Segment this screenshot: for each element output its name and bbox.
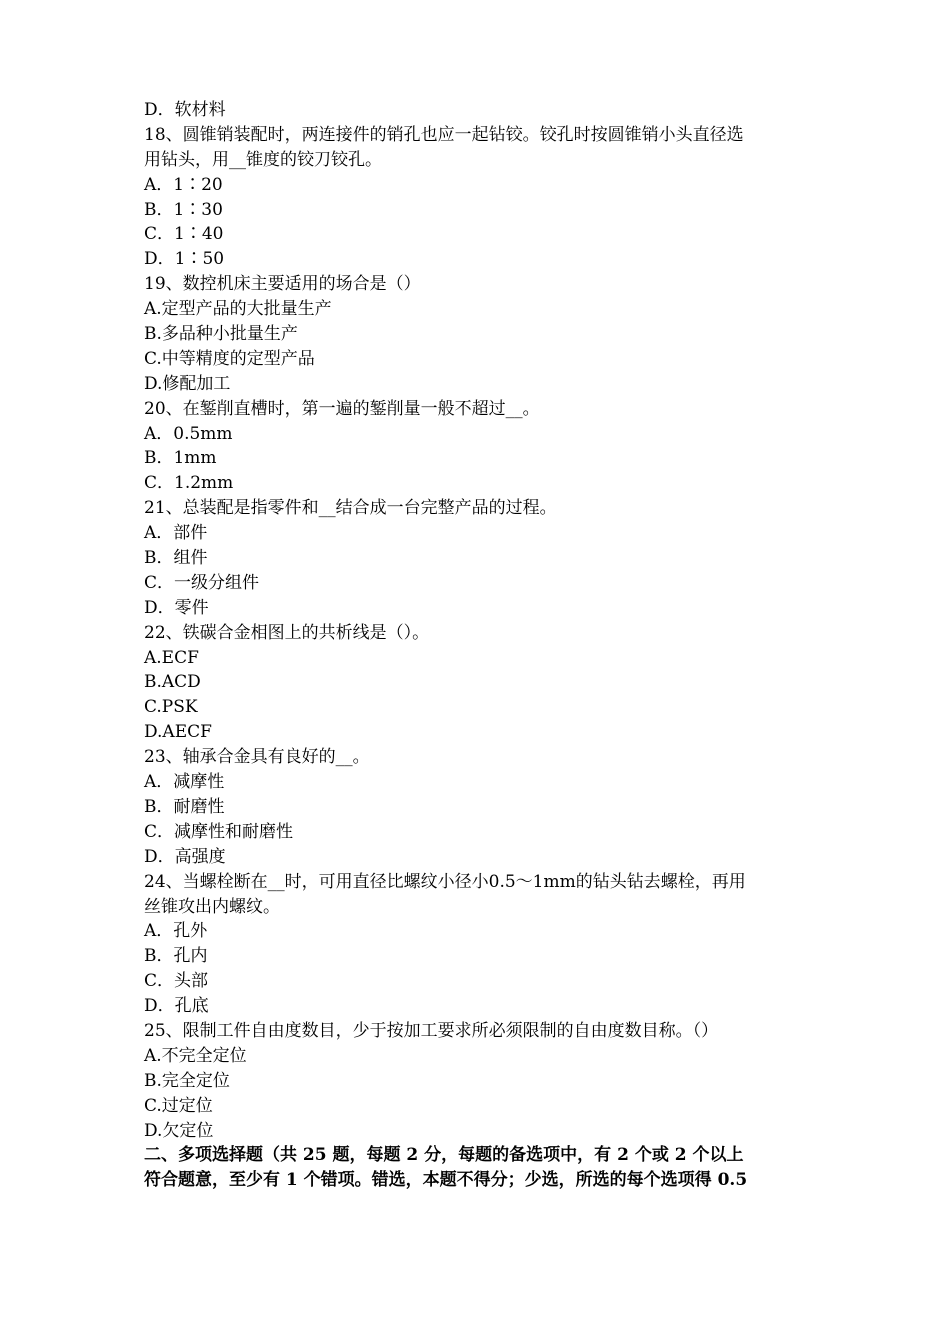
text-line: C．一级分组件 — [144, 572, 260, 593]
text-line: B.完全定位 — [144, 1070, 230, 1091]
text-line: D．零件 — [144, 597, 209, 618]
section-heading-line: 二、多项选择题（共 25 题，每题 2 分，每题的备选项中，有 2 个或 2 个以上 — [144, 1145, 744, 1166]
text-line: 24、当螺栓断在__时，可用直径比螺纹小径小0.5～1mm的钻头钻去螺栓，再用 — [144, 871, 746, 892]
text-line: 20、在錾削直槽时，第一遍的錾削量一般不超过__。 — [144, 398, 540, 419]
text-line: D.修配加工 — [144, 373, 231, 394]
text-line: A．1∶20 — [144, 174, 223, 195]
text-line: B．1∶30 — [144, 199, 223, 220]
text-line: A．0.5mm — [144, 423, 233, 444]
text-line: 19、数控机床主要适用的场合是（） — [144, 274, 421, 295]
text-line: B．耐磨性 — [144, 796, 225, 817]
text-line: C.过定位 — [144, 1095, 213, 1116]
section-heading-line: 符合题意，至少有 1 个错项。错选，本题不得分；少选，所选的每个选项得 0.5 — [144, 1170, 748, 1191]
text-line: 用钻头，用__锥度的铰刀铰孔。 — [144, 149, 382, 170]
text-line: B．孔内 — [144, 946, 208, 967]
text-line: 22、铁碳合金相图上的共析线是（）。 — [144, 622, 430, 643]
text-line: C．头部 — [144, 971, 209, 992]
text-line: A.不完全定位 — [144, 1045, 247, 1066]
text-line: A．减摩性 — [144, 772, 225, 793]
text-line: A．部件 — [144, 523, 208, 544]
text-line: D．孔底 — [144, 996, 209, 1017]
text-line: D.欠定位 — [144, 1120, 214, 1141]
document-page — [144, 98, 808, 1193]
text-line: B．组件 — [144, 548, 208, 569]
text-line: 23、轴承合金具有良好的__。 — [144, 747, 370, 768]
text-line: 18、圆锥销装配时，两连接件的销孔也应一起钻铰。铰孔时按圆锥销小头直径选 — [144, 124, 744, 145]
text-line: A．孔外 — [144, 921, 208, 942]
text-line: C.PSK — [144, 697, 198, 718]
text-line: A.ECF — [144, 647, 199, 668]
text-line: C．减摩性和耐磨性 — [144, 821, 294, 842]
text-line: C．1.2mm — [144, 473, 234, 494]
text-line: B.多品种小批量生产 — [144, 324, 298, 345]
text-line: C.中等精度的定型产品 — [144, 348, 315, 369]
text-line: C．1∶40 — [144, 224, 224, 245]
text-line: D.AECF — [144, 722, 212, 743]
text-line: D．1∶50 — [144, 249, 225, 270]
text-line: 丝锥攻出内螺纹。 — [144, 896, 280, 917]
text-line: A.定型产品的大批量生产 — [144, 299, 332, 320]
text-line: 21、总装配是指零件和__结合成一台完整产品的过程。 — [144, 498, 557, 519]
text-line: D．软材料 — [144, 100, 226, 120]
text-line: B．1mm — [144, 448, 217, 469]
text-line: B.ACD — [144, 672, 201, 693]
text-line: D．高强度 — [144, 846, 226, 867]
text-line: 25、限制工件自由度数目，少于按加工要求所必须限制的自由度数目称。（） — [144, 1020, 719, 1041]
